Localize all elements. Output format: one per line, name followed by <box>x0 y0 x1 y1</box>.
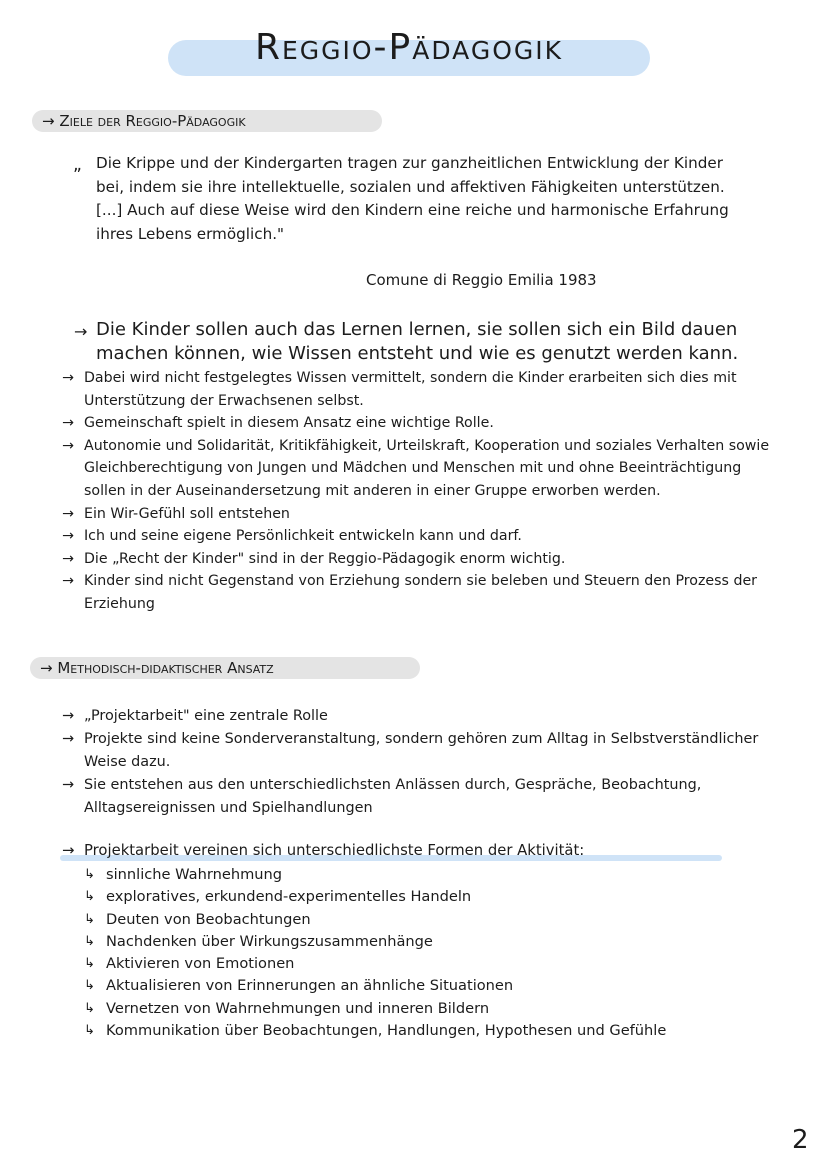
list-item: → Projekte sind keine Sonderveranstaltung, sondern gehören zum Alltag in Selbstverständlicher Weise dazu. <box>62 728 762 774</box>
right-arrow-icon: → <box>62 415 74 432</box>
list-item: ↳ Deuten von Beobachtungen <box>84 909 764 931</box>
list-item: → Kinder sind nicht Gegenstand von Erziehung sondern sie beleben und Steuern den Prozess der Erziehung <box>62 570 782 615</box>
return-arrow-icon: ↳ <box>84 956 95 972</box>
return-arrow-icon: ↳ <box>84 911 95 927</box>
list-item: ↳ exploratives, erkundend-experimentelles Handeln <box>84 886 764 908</box>
quote-open-mark: „ <box>73 155 82 175</box>
return-arrow-icon: ↳ <box>84 1000 95 1016</box>
return-arrow-icon: ↳ <box>84 978 95 994</box>
list-item: ↳ sinnliche Wahrnehmung <box>84 864 764 886</box>
page-number: 2 <box>792 1125 809 1155</box>
section-heading-goals <box>32 110 246 134</box>
list-item: ↳ Vernetzen von Wahrnehmungen und inneren Bildern <box>84 998 764 1020</box>
quote-block <box>75 152 755 246</box>
return-arrow-icon: ↳ <box>84 1023 95 1039</box>
list-item: → Ein Wir-Gefühl soll entstehen <box>62 503 782 526</box>
right-arrow-icon: → <box>74 322 88 341</box>
right-arrow-icon: → <box>62 777 75 793</box>
return-arrow-icon: ↳ <box>84 889 95 905</box>
list-item: → Dabei wird nicht festgelegtes Wissen vermittelt, sondern die Kinder erarbeiten sich dies mit Unterstützung der Erwachsenen selbst. <box>62 367 782 412</box>
activities-list <box>84 864 764 1042</box>
right-arrow-icon: → <box>62 550 74 567</box>
list-item: ↳ Aktualisieren von Erinnerungen an ähnliche Situationen <box>84 975 764 997</box>
list-item: ↳ Kommunikation über Beobachtungen, Handlungen, Hypothesen und Gefühle <box>84 1020 764 1042</box>
section-heading-method-label: Methodisch-didaktischer Ansatz <box>57 659 274 677</box>
return-arrow-icon: ↳ <box>84 867 95 882</box>
list-item: → Gemeinschaft spielt in diesem Ansatz eine wichtige Rolle. <box>62 412 782 435</box>
list-item: ↳ Aktivieren von Emotionen <box>84 953 764 975</box>
title-block <box>168 22 650 82</box>
list-item: → Die Kinder sollen auch das Lernen lernen, sie sollen sich ein Bild dauen machen können, wie Wissen entsteht und wie es genutzt werden kann. <box>74 319 739 364</box>
right-arrow-icon: → <box>62 708 75 724</box>
list-item: → „Projektarbeit" eine zentrale Rolle <box>62 705 762 728</box>
right-arrow-icon: → <box>62 370 74 386</box>
project-work-heading: → Projektarbeit vereinen sich unterschiedlichste Formen der Aktivität: <box>62 840 784 862</box>
return-arrow-icon: ↳ <box>84 933 95 949</box>
right-arrow-icon: → <box>62 842 75 859</box>
right-arrow-icon: → <box>40 659 58 677</box>
list-item: → Ich und seine eigene Persönlichkeit entwickeln kann und darf. <box>62 525 782 548</box>
right-arrow-icon: → <box>62 505 74 522</box>
list-item: → Autonomie und Solidarität, Kritikfähigkeit, Urteilskraft, Kooperation und soziales Verhalten sowie Gleichberechtigung von Jungen und Mädchen und Menschen mit und ohne Beeinträchtigung sollen in der Auseinandersetzung mit anderen in einer Gruppe erworben werden. <box>62 435 782 503</box>
list-item: ↳ Nachdenken über Wirkungszusammenhänge <box>84 931 764 953</box>
right-arrow-icon: → <box>42 112 60 130</box>
goals-list <box>62 318 782 616</box>
right-arrow-icon: → <box>62 437 74 454</box>
list-item: → Sie entstehen aus den unterschiedlichsten Anlässen durch, Gespräche, Beobachtung, Alltagsereignissen und Spielhandlungen <box>62 774 762 820</box>
quote-text: Die Krippe und der Kindergarten tragen zur ganzheitlichen Entwicklung der Kinder bei, indem sie ihre intellektuelle, sozialen und affektiven Fähigkeiten unterstützen. [...] Auch auf diese Weise wird den Kindern eine reiche und harmonische Erfahrung ihres Lebens ermöglich." <box>96 154 729 243</box>
section-heading-goals-label: Ziele der Reggio-Pädagogik <box>59 112 246 130</box>
right-arrow-icon: → <box>62 528 74 545</box>
section-heading-method <box>30 657 274 681</box>
quote-source: Comune di Reggio Emilia 1983 <box>366 271 597 289</box>
list-item: → Die „Recht der Kinder" sind in der Reggio-Pädagogik enorm wichtig. <box>62 548 782 571</box>
page-title: Reggio-Pädagogik <box>254 27 564 68</box>
right-arrow-icon: → <box>62 731 75 747</box>
method-list <box>62 705 762 820</box>
right-arrow-icon: → <box>62 573 74 590</box>
